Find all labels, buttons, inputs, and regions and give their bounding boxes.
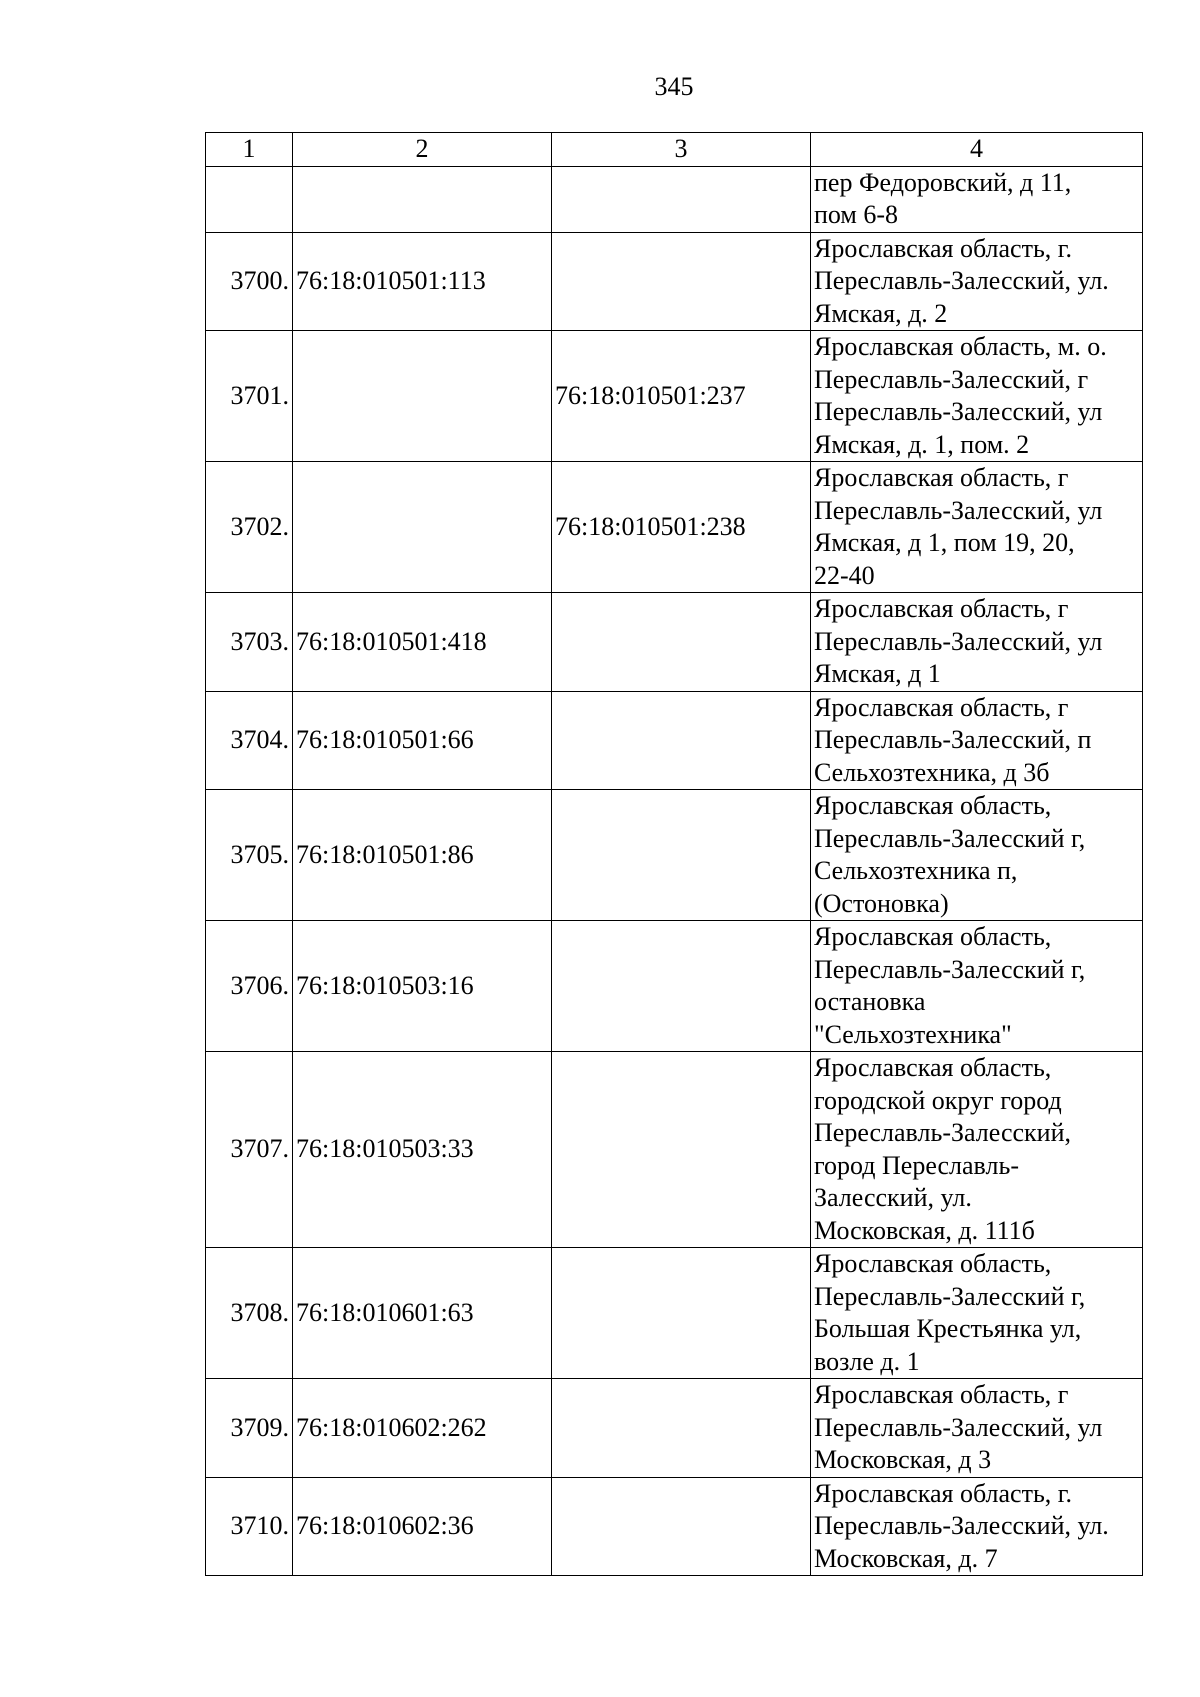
parent-cadastral-number-cell <box>552 1248 811 1379</box>
cadastral-number-cell: 76:18:010601:63 <box>293 1248 552 1379</box>
row-number-cell: 3710. <box>206 1477 293 1576</box>
row-number-cell: 3706. <box>206 921 293 1052</box>
cadastral-number-cell <box>293 331 552 462</box>
table-row <box>206 462 1143 593</box>
column-header: 4 <box>811 133 1143 167</box>
header-row <box>206 133 1143 167</box>
parent-cadastral-number-cell <box>552 921 811 1052</box>
table-row <box>206 1379 1143 1478</box>
row-number-cell: 3709. <box>206 1379 293 1478</box>
row-number-cell: 3704. <box>206 691 293 790</box>
address-cell: Ярославская область, г. Переславль-Залесский, ул. Ямская, д. 2 <box>811 232 1143 331</box>
parent-cadastral-number-cell <box>552 1477 811 1576</box>
row-number-cell <box>206 166 293 232</box>
row-number-cell: 3700. <box>206 232 293 331</box>
table-row <box>206 790 1143 921</box>
parent-cadastral-number-cell: 76:18:010501:237 <box>552 331 811 462</box>
parent-cadastral-number-cell <box>552 593 811 692</box>
parent-cadastral-number-cell: 76:18:010501:238 <box>552 462 811 593</box>
row-number-cell: 3703. <box>206 593 293 692</box>
cadastral-number-cell <box>293 166 552 232</box>
table-row <box>206 691 1143 790</box>
cadastral-number-cell <box>293 462 552 593</box>
row-number-cell: 3707. <box>206 1052 293 1248</box>
address-cell: Ярославская область, м. о. Переславль-Залесский, г Переславль-Залесский, ул Ямская, д. 1, пом. 2 <box>811 331 1143 462</box>
registry-table <box>205 132 1143 1576</box>
row-number-cell: 3705. <box>206 790 293 921</box>
column-header: 3 <box>552 133 811 167</box>
address-cell: Ярославская область, городской округ город Переславль-Залесский, город Переславль- Залесский, ул. Московская, д. 111б <box>811 1052 1143 1248</box>
page-number: 345 <box>654 72 694 101</box>
column-header: 1 <box>206 133 293 167</box>
table-row <box>206 232 1143 331</box>
address-cell: Ярославская область, г Переславль-Залесский, ул Московская, д 3 <box>811 1379 1143 1478</box>
row-number-cell: 3708. <box>206 1248 293 1379</box>
table-row <box>206 1477 1143 1576</box>
cadastral-number-cell: 76:18:010602:262 <box>293 1379 552 1478</box>
address-cell: Ярославская область, г Переславль-Залесский, ул Ямская, д 1 <box>811 593 1143 692</box>
cadastral-number-cell: 76:18:010501:418 <box>293 593 552 692</box>
table-row <box>206 1248 1143 1379</box>
cadastral-number-cell: 76:18:010503:16 <box>293 921 552 1052</box>
parent-cadastral-number-cell <box>552 1052 811 1248</box>
parent-cadastral-number-cell <box>552 691 811 790</box>
address-cell: Ярославская область, Переславль-Залесский г, Сельхозтехника п, (Остоновка) <box>811 790 1143 921</box>
row-number-cell: 3701. <box>206 331 293 462</box>
cadastral-number-cell: 76:18:010501:113 <box>293 232 552 331</box>
table-row <box>206 593 1143 692</box>
address-cell: Ярославская область, г. Переславль-Залесский, ул. Московская, д. 7 <box>811 1477 1143 1576</box>
parent-cadastral-number-cell <box>552 1379 811 1478</box>
address-cell: Ярославская область, г Переславль-Залесский, п Сельхозтехника, д 3б <box>811 691 1143 790</box>
parent-cadastral-number-cell <box>552 790 811 921</box>
cadastral-number-cell: 76:18:010503:33 <box>293 1052 552 1248</box>
address-cell: Ярославская область, Переславль-Залесский г, Большая Крестьянка ул, возле д. 1 <box>811 1248 1143 1379</box>
cadastral-number-cell: 76:18:010602:36 <box>293 1477 552 1576</box>
parent-cadastral-number-cell <box>552 166 811 232</box>
address-cell: Ярославская область, Переславль-Залесский г, остановка "Сельхозтехника" <box>811 921 1143 1052</box>
parent-cadastral-number-cell <box>552 232 811 331</box>
table-row <box>206 921 1143 1052</box>
address-cell: Ярославская область, г Переславль-Залесский, ул Ямская, д 1, пом 19, 20, 22-40 <box>811 462 1143 593</box>
column-header: 2 <box>293 133 552 167</box>
address-cell: пер Федоровский, д 11, пом 6-8 <box>811 166 1143 232</box>
cadastral-number-cell: 76:18:010501:86 <box>293 790 552 921</box>
table-row <box>206 166 1143 232</box>
table-row <box>206 1052 1143 1248</box>
cadastral-number-cell: 76:18:010501:66 <box>293 691 552 790</box>
table-row <box>206 331 1143 462</box>
row-number-cell: 3702. <box>206 462 293 593</box>
